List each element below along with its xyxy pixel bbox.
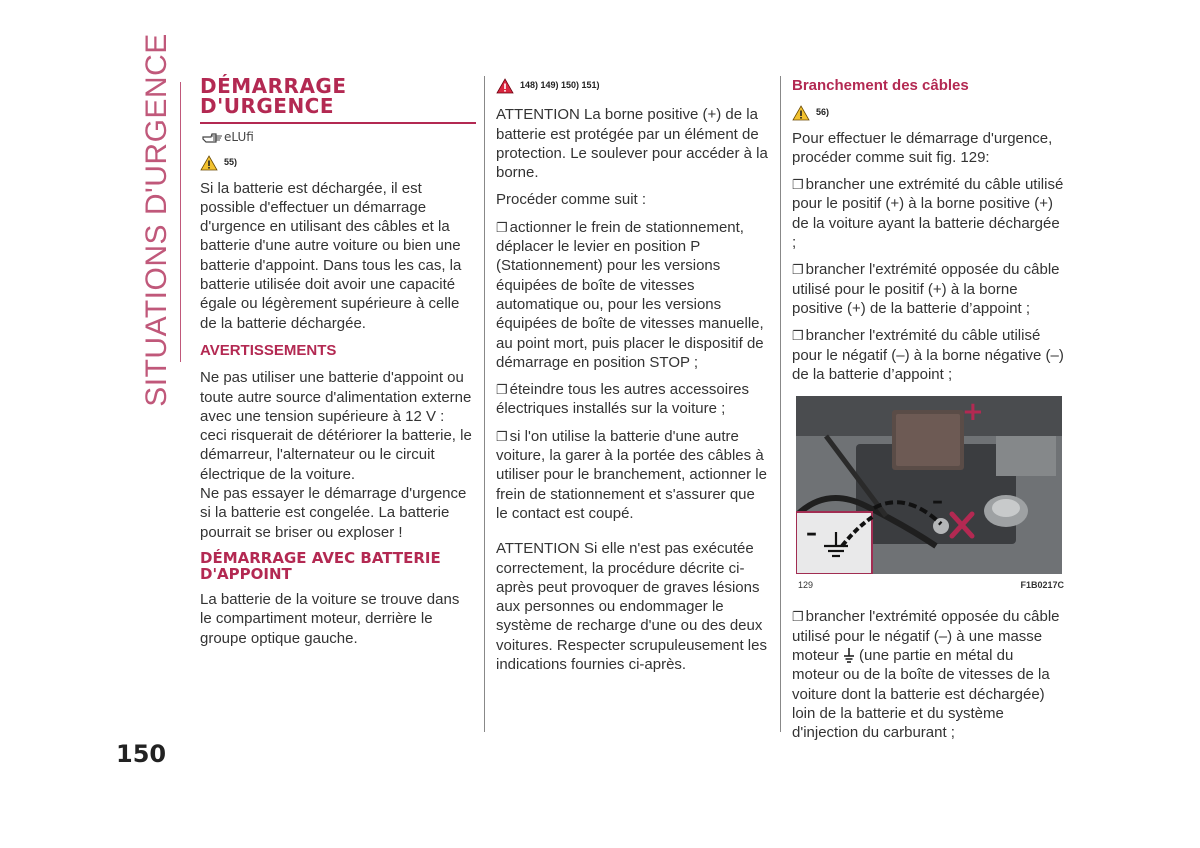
intro-paragraph: Pour effectuer le démarrage d'urgence, procéder comme suit fig. 129:	[792, 129, 1053, 166]
intro-paragraph: Si la batterie est déchargée, il est possible d'effectuer un démarrage d'urgence en utilisant des câbles et la batterie d'une autre voiture ou bien une batterie d'appoint. Dans tous les cas, la batterie utilisée doit avoir une capacité égale ou légèrement supérieure à celle de la batterie déchargée.	[200, 179, 462, 332]
warning-reference	[496, 76, 768, 95]
warning-triangle-icon	[792, 105, 810, 121]
side-title-rule	[180, 82, 181, 362]
step-item: ❐ brancher l'extrémité opposée du câble utilisé pour le négatif (–) à une masse moteur (une partie en métal du moteur ou de la boîte de vitesses de la voiture dont la batterie est déchargée) loin de la batterie et du système d'injection du carburant ;	[792, 608, 1060, 742]
figure-129	[796, 396, 1064, 595]
step-item: ❐ éteindre tous les autres accessoires électriques installés sur la voiture ;	[496, 381, 749, 418]
subsection-title: DÉMARRAGE AVEC BATTERIE D'APPOINT	[200, 548, 441, 583]
warnings-paragraph-2: Ne pas essayer le démarrage d'urgence si la batterie est congelée. La batterie pourrait se briser ou exploser !	[200, 485, 467, 541]
section-title: DÉMARRAGE D'URGENCE	[200, 74, 347, 118]
subsection-paragraph: La batterie de la voiture se trouve dans le compartiment moteur, derrière le groupe optique gauche.	[200, 590, 460, 647]
warning-triangle-icon	[200, 155, 218, 171]
step-item: ❐ brancher l'extrémité opposée du câble utilisé pour le positif (+) à la borne positive (+) de la batterie d’appoint ;	[792, 261, 1060, 317]
side-section-title: SITUATIONS D'URGENCE	[140, 33, 173, 407]
warnings-paragraph: Ne pas utiliser une batterie d'appoint ou toute autre source d'alimentation externe avec une tension supérieure à 12 V : ceci risquerait de détériorer la batterie, le démarreur, l'alternateur ou le circuit électrique de la voiture.	[200, 369, 472, 483]
column-1	[200, 76, 474, 656]
battery-photo	[796, 396, 1062, 574]
step-item: ❐ si l'on utilise la batterie d'une autre voiture, la garer à la portée des câbles à utiliser pour le branchement, actionner le frein de stationnement et s'assurer que le contact est coupé.	[496, 427, 767, 522]
procedure-intro: Procéder comme suit :	[496, 191, 647, 209]
checkbox-bullet-icon: ❐	[496, 219, 508, 235]
title-rule	[200, 122, 476, 124]
ground-icon	[843, 647, 855, 663]
checkbox-bullet-icon: ❐	[792, 328, 804, 344]
warning-ref-text: 56)	[816, 107, 830, 118]
figure-caption	[796, 576, 1064, 595]
checkbox-bullet-icon: ❐	[792, 177, 804, 193]
warning-ref-text: 55)	[224, 157, 238, 168]
warning-ref-text: 148) 149) 150) 151)	[520, 80, 600, 90]
warning-reference	[792, 103, 1064, 122]
column-3	[792, 76, 1064, 751]
checkbox-bullet-icon: ❐	[496, 382, 508, 398]
column-2	[496, 76, 768, 682]
negative-terminal-label: –	[932, 489, 943, 515]
svg-text:eLUfi: eLUfi	[224, 130, 254, 144]
checkbox-bullet-icon: ❐	[792, 262, 804, 278]
page-number: 150	[116, 740, 167, 768]
warnings-heading: AVERTISSEMENTS	[200, 341, 337, 359]
step-item: ❐ actionner le frein de stationnement, déplacer le levier en position P (Stationnement) pour les versions équipées de boîte de vitesses automatique ou, pour les versions équipées de boîte de vitesses manuelle, au point mort, puis placer le dispositif de démarrage en position STOP ;	[496, 218, 764, 371]
variant-icons	[202, 128, 474, 149]
column-divider	[484, 76, 485, 732]
section-title: Branchement des câbles	[792, 77, 969, 94]
checkbox-bullet-icon: ❐	[496, 428, 508, 444]
checkbox-bullet-icon: ❐	[792, 609, 804, 625]
figure-code: F1B0217C	[1020, 580, 1064, 591]
column-divider	[780, 76, 781, 732]
figure-number: 129	[798, 580, 814, 591]
step-item: ❐ brancher une extrémité du câble utilisé pour le positif (+) à la borne positive (+) de la voiture ayant la batterie déchargée ;	[792, 176, 1064, 252]
positive-terminal-label: +	[962, 397, 984, 428]
warning-triangle-icon	[496, 78, 514, 94]
ground-minus-label: –	[806, 521, 817, 547]
attention-paragraph: ATTENTION Si elle n'est pas exécutée correctement, la procédure décrite ci-après peut provoquer de graves lésions aux personnes ou endommager le système de recharge d'une ou des deux voitures. Respecter scrupuleusement les indications fournies ci-après.	[496, 540, 767, 674]
attention-paragraph: ATTENTION La borne positive (+) de la batterie est protégée par un élément de protection. Le soulever pour accéder à la borne.	[496, 106, 768, 182]
warning-reference	[200, 153, 474, 172]
hand-pointer-icon	[202, 128, 256, 144]
step-item: ❐ brancher l'extrémité du câble utilisé pour le négatif (–) à la borne négative (–) de la batterie d’appoint ;	[792, 327, 1064, 383]
